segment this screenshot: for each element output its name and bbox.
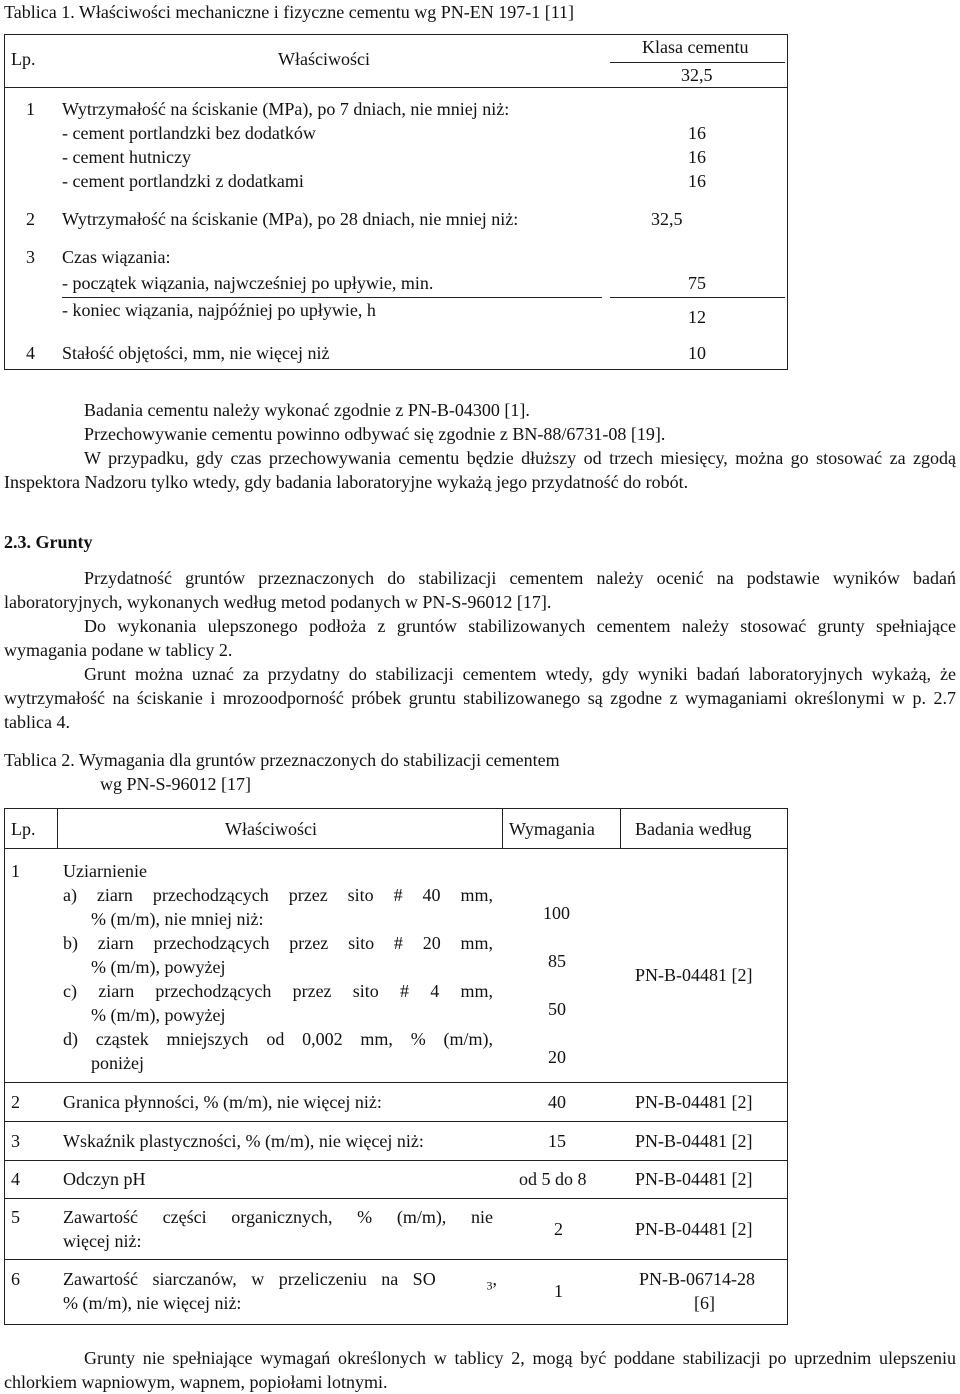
table2-row5-prop: Zawartość części organicznych, % (m/m), nie [63,1207,493,1227]
table2-row2-prop: Granica płynności, % (m/m), nie więcej niż: [63,1092,382,1112]
table2-row6-prop-sub-wrap [487,1267,498,1298]
table2-row4-test: PN-B-04481 [2] [635,1169,753,1189]
paragraph: Grunt można uznać za przydatny do stabilizacji cementem wtedy, gdy wyniki badań laboratoryjnych wykażą, że wytrzymałość na ściskanie i mrozoodporność próbek gruntu stabilizowanego są zgodne z wymaganiami określonymi w p. 2.7 tablica 4. [4,664,956,732]
table1-row3-line: Czas wiązania: [62,247,171,267]
table2-header-lp: Lp. [11,819,36,839]
table2-divider [502,809,503,848]
table2-row6-prop-sub: 3 [486,1278,493,1293]
table2-row1-value: 20 [548,1047,566,1067]
table2-row2-test: PN-B-04481 [2] [635,1092,753,1112]
table1-row4-line: Stałość objętości, mm, nie więcej niż [62,343,330,363]
table1-caption: Tablica 1. Właściwości mechaniczne i fizyczne cementu wg PN-EN 197-1 [11] [4,2,575,22]
table2-row4-prop: Odczyn pH [63,1169,146,1189]
table2-row1-item: % (m/m), nie mniej niż: [91,909,264,929]
table2-row6-req: 1 [554,1281,563,1301]
table1-row3-value: 12 [688,307,706,327]
table1-header-separator [5,87,787,88]
table2 [4,808,788,1325]
table2-row3-lp: 3 [11,1131,20,1151]
table1-row3-lp: 3 [26,247,35,267]
table2-row4-req: od 5 do 8 [519,1169,587,1189]
table2-row1-item: a) ziarn przechodzących przez sito # 40 mm, [63,885,493,905]
table2-row1-item: % (m/m), powyżej [91,957,226,977]
table2-caption-sub: wg PN-S-96012 [17] [100,774,251,794]
table2-divider [5,1160,787,1161]
table1-row1-line: - cement portlandzki z dodatkami [62,171,304,191]
table2-row1-item: % (m/m), powyżej [91,1005,226,1025]
table1-row2-lp: 2 [26,209,35,229]
table2-row1-item: d) cząstek mniejszych od 0,002 mm, % (m/m), [63,1029,493,1049]
table2-header-requirements: Wymagania [509,819,595,839]
table2-row6-prop: % (m/m), nie więcej niż: [63,1293,242,1313]
table2-divider [5,1259,787,1260]
table2-divider [57,809,58,848]
paragraph: Badania cementu należy wykonać zgodnie z PN-B-04300 [1]. [84,400,530,420]
paragraph: Przydatność gruntów przeznaczonych do stabilizacji cementem należy ocenić na podstawie wyników badań laboratoryjnych, wykonanych według metod podanych w PN-S-96012 [17]. [4,568,956,612]
table2-row6-prop: Zawartość siarczanów, w przeliczeniu na SO [63,1269,436,1289]
table1-row1-line: - cement portlandzki bez dodatków [62,123,316,143]
table1-header-properties: Właściwości [278,49,370,69]
table2-header-properties: Właściwości [225,819,317,839]
table2-row5-req: 2 [554,1219,563,1239]
table2-divider [620,809,621,848]
table2-divider [5,1198,787,1199]
table2-divider [5,848,787,849]
table1-row2-line: Wytrzymałość na ściskanie (MPa), po 28 dniach, nie mniej niż: [62,209,519,229]
table2-row6-lp: 6 [11,1269,20,1289]
table1-row3-value-underline [610,297,785,298]
table1-row1-value: 16 [688,147,706,167]
table2-row1-item: b) ziarn przechodzących przez sito # 20 mm, [63,933,493,953]
table2-row3-prop: Wskaźnik plastyczności, % (m/m), nie więcej niż: [63,1131,424,1151]
table2-row5-prop: więcej niż: [63,1231,142,1251]
table1-row1-value: 16 [688,123,706,143]
table2-row1-value: 85 [548,951,566,971]
footer-paragraph: Grunty nie spełniające wymagań określonych w tablicy 2, mogą być poddane stabilizacji po uprzednim ulepszeniu chlorkiem wapniowym, wapnem, popiołami lotnymi. [4,1348,956,1392]
table2-row1-item: poniżej [91,1053,144,1073]
table2-divider [5,1082,787,1083]
table1-header-lp: Lp. [11,49,36,69]
table1-row4-value: 10 [688,343,706,363]
table2-header-tests: Badania według [635,819,752,839]
table1-row3-value: 75 [688,273,706,293]
section-title: 2.3. Grunty [4,532,93,552]
table1-row1-line: Wytrzymałość na ściskanie (MPa), po 7 dniach, nie mniej niż: [62,99,510,119]
paragraph: Do wykonania ulepszonego podłoża z gruntów stabilizowanych cementem należy stosować grunty spełniające wymagania podane w tablicy 2. [4,616,956,660]
table1 [4,34,788,370]
table2-row2-lp: 2 [11,1092,20,1112]
table1-row4-lp: 4 [26,343,35,363]
table2-row6-prop-comma: , [492,1269,497,1289]
table2-caption: Tablica 2. Wymagania dla gruntów przeznaczonych do stabilizacji cementem [4,750,560,770]
table2-divider [5,1121,787,1122]
table1-row1-line: - cement hutniczy [62,147,191,167]
table2-row5-test: PN-B-04481 [2] [635,1219,753,1239]
table2-row1-value: 100 [543,903,570,923]
table1-header-class-value: 32,5 [681,65,713,85]
table2-row4-lp: 4 [11,1169,20,1189]
table2-row6-test: PN-B-06714-28 [639,1269,755,1289]
table2-row6-test: [6] [694,1293,715,1313]
table1-row1-value: 16 [688,171,706,191]
table1-row3-line: - początek wiązania, najwcześniej po upływie, min. [62,273,434,293]
table2-row3-test: PN-B-04481 [2] [635,1131,753,1151]
table2-row1-lp: 1 [11,861,20,881]
table2-row3-req: 15 [548,1131,566,1151]
table1-header-class: Klasa cementu [642,37,749,57]
table2-row1-value: 50 [548,999,566,1019]
paragraph: Przechowywanie cementu powinno odbywać się zgodnie z BN-88/6731-08 [19]. [84,424,666,444]
table2-row1-title: Uziarnienie [63,861,147,881]
table2-row6-prop-line1 [63,1267,497,1291]
table2-row1-test: PN-B-04481 [2] [635,965,753,985]
table2-row1-item: c) ziarn przechodzących przez sito # 4 mm, [63,981,493,1001]
paragraph: W przypadku, gdy czas przechowywania cementu będzie dłuższy od trzech miesięcy, można go stosować za zgodą Inspektora Nadzoru tylko wtedy, gdy badania laboratoryjne wykażą jego przydatność do robót. [4,448,956,492]
table1-row2-value: 32,5 [651,209,683,229]
table1-row1-lp: 1 [26,99,35,119]
table2-row2-req: 40 [548,1092,566,1112]
table2-row5-lp: 5 [11,1207,20,1227]
table1-row3-line: - koniec wiązania, najpóźniej po upływie, h [62,300,376,320]
